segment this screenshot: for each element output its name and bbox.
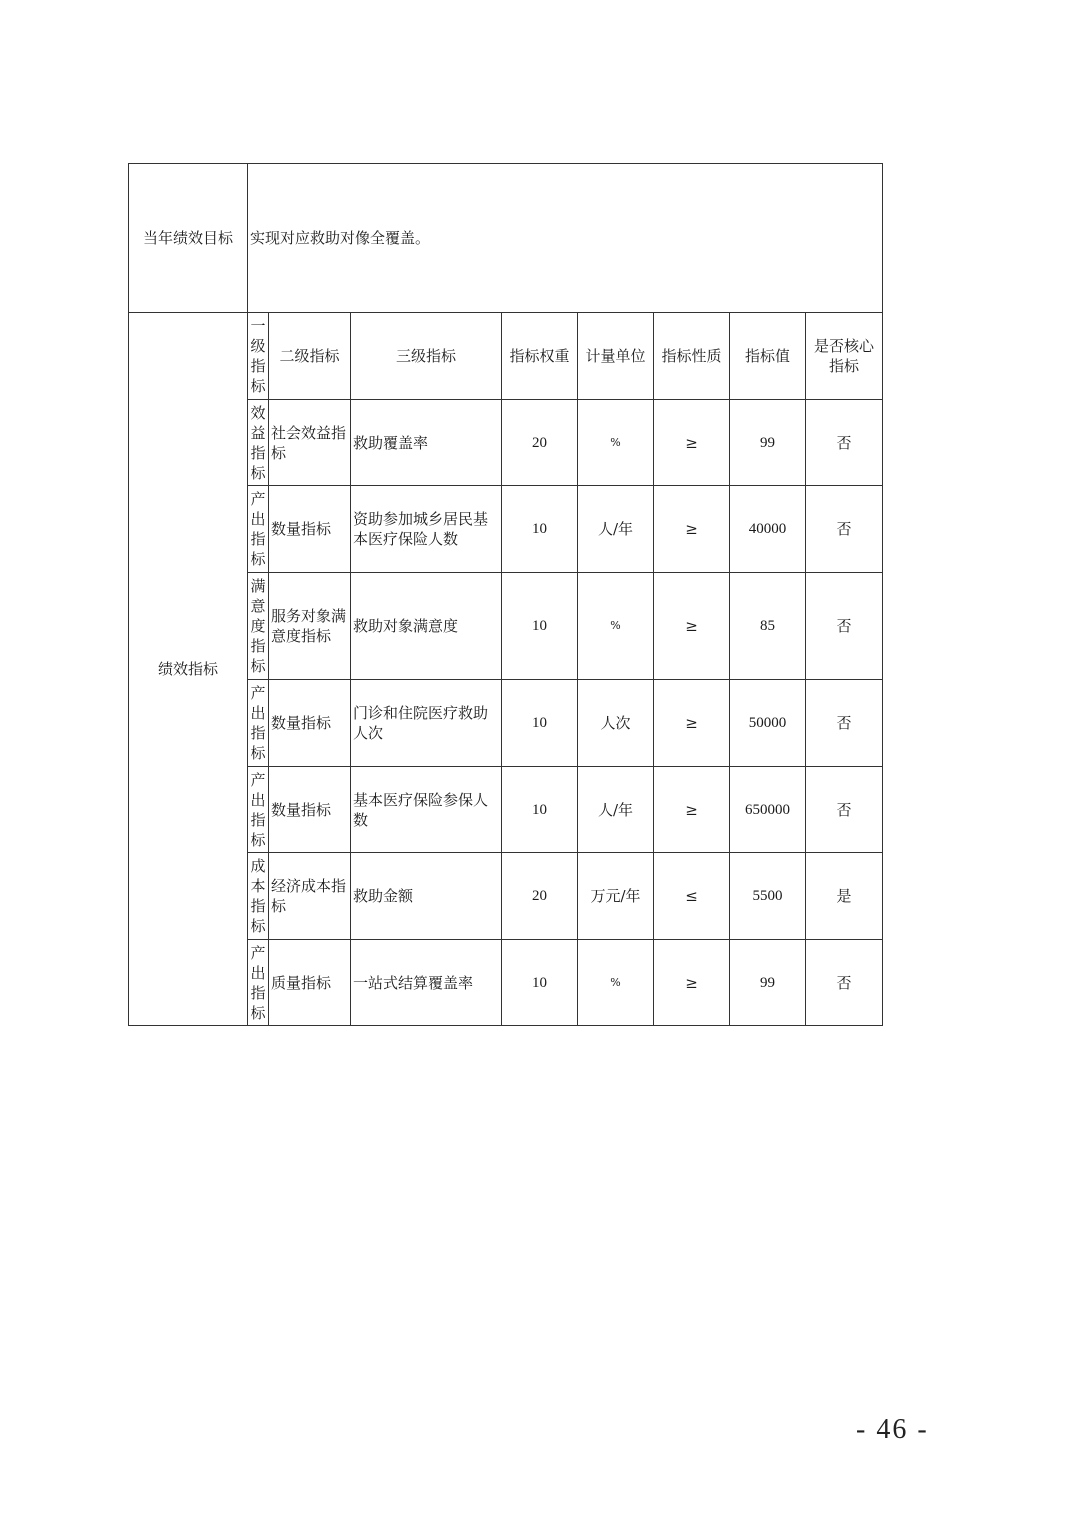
row-unit: % bbox=[578, 573, 654, 680]
header-unit: 计量单位 bbox=[578, 313, 654, 400]
row-level2: 数量指标 bbox=[269, 767, 351, 853]
row-weight: 10 bbox=[502, 680, 578, 767]
row-weight: 20 bbox=[502, 400, 578, 486]
row-level1: 效 益 指 标 bbox=[248, 400, 269, 486]
row-level1: 产 出 指 标 bbox=[248, 680, 269, 767]
row-level3: 救助金额 bbox=[351, 853, 502, 940]
row-value: 85 bbox=[730, 573, 806, 680]
row-core: 否 bbox=[806, 573, 883, 680]
row-value: 5500 bbox=[730, 853, 806, 940]
row-value: 650000 bbox=[730, 767, 806, 853]
row-value: 50000 bbox=[730, 680, 806, 767]
row-weight: 10 bbox=[502, 767, 578, 853]
header-core: 是否核心指标 bbox=[806, 313, 883, 400]
row-value: 99 bbox=[730, 940, 806, 1026]
row-level1: 成 本 指 标 bbox=[248, 853, 269, 940]
row-weight: 10 bbox=[502, 940, 578, 1026]
row-weight: 10 bbox=[502, 486, 578, 573]
row-unit: 人次 bbox=[578, 680, 654, 767]
row-unit: 人/年 bbox=[578, 767, 654, 853]
row-value: 40000 bbox=[730, 486, 806, 573]
header-level3: 三级指标 bbox=[351, 313, 502, 400]
page-number: - 46 - bbox=[856, 1414, 929, 1445]
row-level2: 数量指标 bbox=[269, 680, 351, 767]
header-nature: 指标性质 bbox=[654, 313, 730, 400]
header-value: 指标值 bbox=[730, 313, 806, 400]
row-core: 是 bbox=[806, 853, 883, 940]
row-level2: 社会效益指标 bbox=[269, 400, 351, 486]
goal-label: 当年绩效目标 bbox=[129, 164, 248, 313]
row-unit: % bbox=[578, 940, 654, 1026]
row-nature: ≥ bbox=[654, 400, 730, 486]
row-unit: 人/年 bbox=[578, 486, 654, 573]
row-nature: ≥ bbox=[654, 573, 730, 680]
row-level1: 满 意 度 指 标 bbox=[248, 573, 269, 680]
row-unit: 万元/年 bbox=[578, 853, 654, 940]
row-nature: ≥ bbox=[654, 940, 730, 1026]
row-level3: 基本医疗保险参保人数 bbox=[351, 767, 502, 853]
indicators-label: 绩效指标 bbox=[129, 313, 248, 1026]
row-level2: 服务对象满意度指标 bbox=[269, 573, 351, 680]
row-level3: 救助对象满意度 bbox=[351, 573, 502, 680]
row-core: 否 bbox=[806, 680, 883, 767]
indicator-header-row bbox=[129, 313, 883, 400]
header-weight: 指标权重 bbox=[502, 313, 578, 400]
row-level2: 经济成本指标 bbox=[269, 853, 351, 940]
performance-table bbox=[128, 163, 883, 1026]
row-level1: 产 出 指 标 bbox=[248, 767, 269, 853]
row-unit: % bbox=[578, 400, 654, 486]
row-level3: 一站式结算覆盖率 bbox=[351, 940, 502, 1026]
header-level1: 一 级 指 标 bbox=[248, 313, 269, 400]
row-value: 99 bbox=[730, 400, 806, 486]
row-core: 否 bbox=[806, 767, 883, 853]
row-level3: 救助覆盖率 bbox=[351, 400, 502, 486]
header-level2: 二级指标 bbox=[269, 313, 351, 400]
goal-text: 实现对应救助对像全覆盖。 bbox=[248, 164, 883, 313]
row-core: 否 bbox=[806, 940, 883, 1026]
row-weight: 20 bbox=[502, 853, 578, 940]
row-nature: ≥ bbox=[654, 680, 730, 767]
row-nature: ≤ bbox=[654, 853, 730, 940]
row-level2: 数量指标 bbox=[269, 486, 351, 573]
row-nature: ≥ bbox=[654, 767, 730, 853]
row-level2: 质量指标 bbox=[269, 940, 351, 1026]
row-level1: 产 出 指 标 bbox=[248, 940, 269, 1026]
row-level1: 产 出 指 标 bbox=[248, 486, 269, 573]
goal-row bbox=[129, 164, 883, 313]
row-core: 否 bbox=[806, 400, 883, 486]
row-level3: 资助参加城乡居民基本医疗保险人数 bbox=[351, 486, 502, 573]
row-weight: 10 bbox=[502, 573, 578, 680]
row-core: 否 bbox=[806, 486, 883, 573]
row-level3: 门诊和住院医疗救助人次 bbox=[351, 680, 502, 767]
row-nature: ≥ bbox=[654, 486, 730, 573]
